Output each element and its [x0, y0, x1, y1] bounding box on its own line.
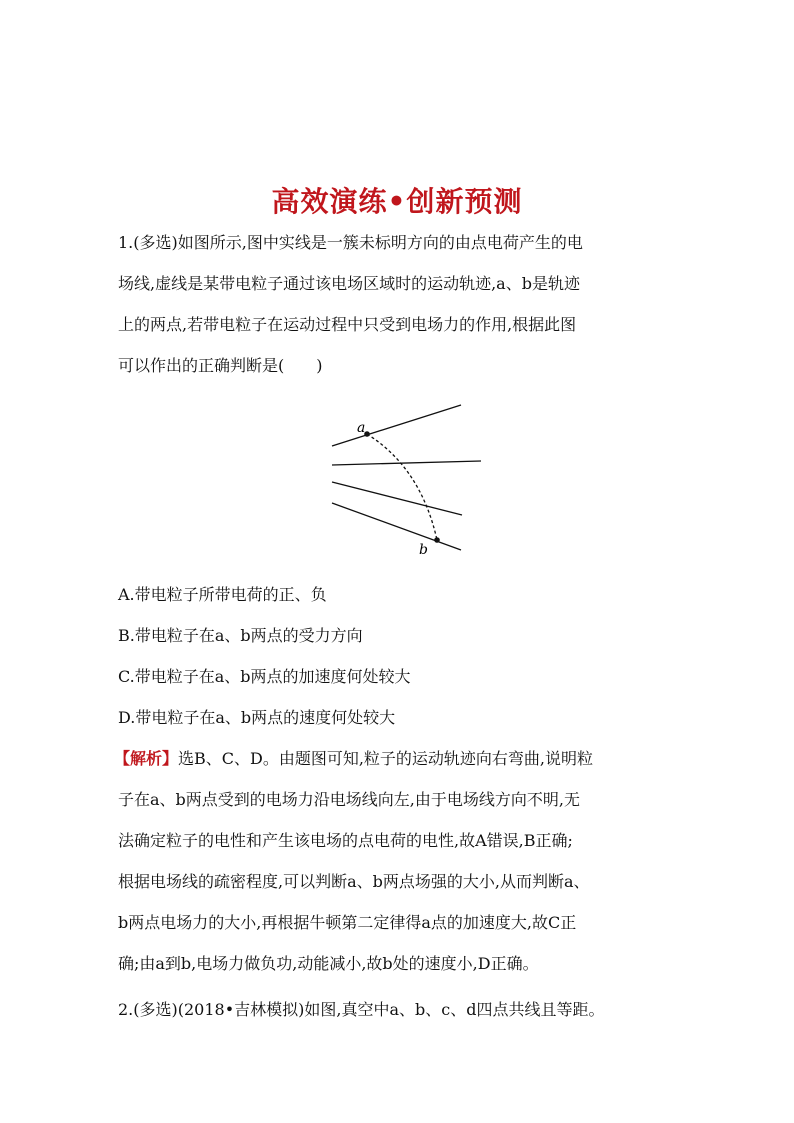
field-line-2	[332, 461, 481, 465]
analysis-tag: 【解析】	[114, 749, 179, 768]
analysis-line-1	[114, 749, 674, 769]
analysis-line-2: 子在a、b两点受到的电场力沿电场线向左,由于电场线方向不明,无	[118, 790, 580, 809]
page-title: 高效演练•创新预测	[271, 185, 523, 218]
label-b: b	[419, 542, 428, 558]
electric-field-figure	[325, 398, 490, 563]
question-1-line-3: 上的两点,若带电粒子在运动过程中只受到电场力的作用,根据此图	[118, 315, 577, 334]
point-b	[434, 537, 440, 543]
option-d: D.带电粒子在a、b两点的速度何处较大	[118, 708, 396, 727]
trajectory-curve	[367, 434, 437, 540]
field-line-1	[332, 405, 461, 446]
analysis-line-6: 确;由a到b,电场力做负功,动能减小,故b处的速度小,D正确。	[118, 954, 539, 973]
analysis-line-4: 根据电场线的疏密程度,可以判断a、b两点场强的大小,从而判断a、	[118, 872, 590, 891]
analysis-first-text: 选B、C、D。由题图可知,粒子的运动轨迹向右弯曲,说明粒	[178, 749, 594, 768]
question-2-line-1: 2.(多选)(2018•吉林模拟)如图,真空中a、b、c、d四点共线且等距。	[118, 1000, 605, 1019]
analysis-line-5: b两点电场力的大小,再根据牛顿第二定律得a点的加速度大,故C正	[118, 913, 577, 932]
option-a: A.带电粒子所带电荷的正、负	[118, 585, 327, 604]
option-c: C.带电粒子在a、b两点的加速度何处较大	[118, 667, 411, 686]
question-1-line-4: 可以作出的正确判断是( )	[118, 356, 323, 375]
analysis-line-3: 法确定粒子的电性和产生该电场的点电荷的电性,故A错误,B正确;	[118, 831, 573, 850]
label-a: a	[357, 420, 366, 436]
option-b: B.带电粒子在a、b两点的受力方向	[118, 626, 363, 645]
question-1-line-2: 场线,虚线是某带电粒子通过该电场区域时的运动轨迹,a、b是轨迹	[118, 274, 580, 293]
question-1-line-1: 1.(多选)如图所示,图中实线是一簇未标明方向的由点电荷产生的电	[118, 233, 583, 252]
